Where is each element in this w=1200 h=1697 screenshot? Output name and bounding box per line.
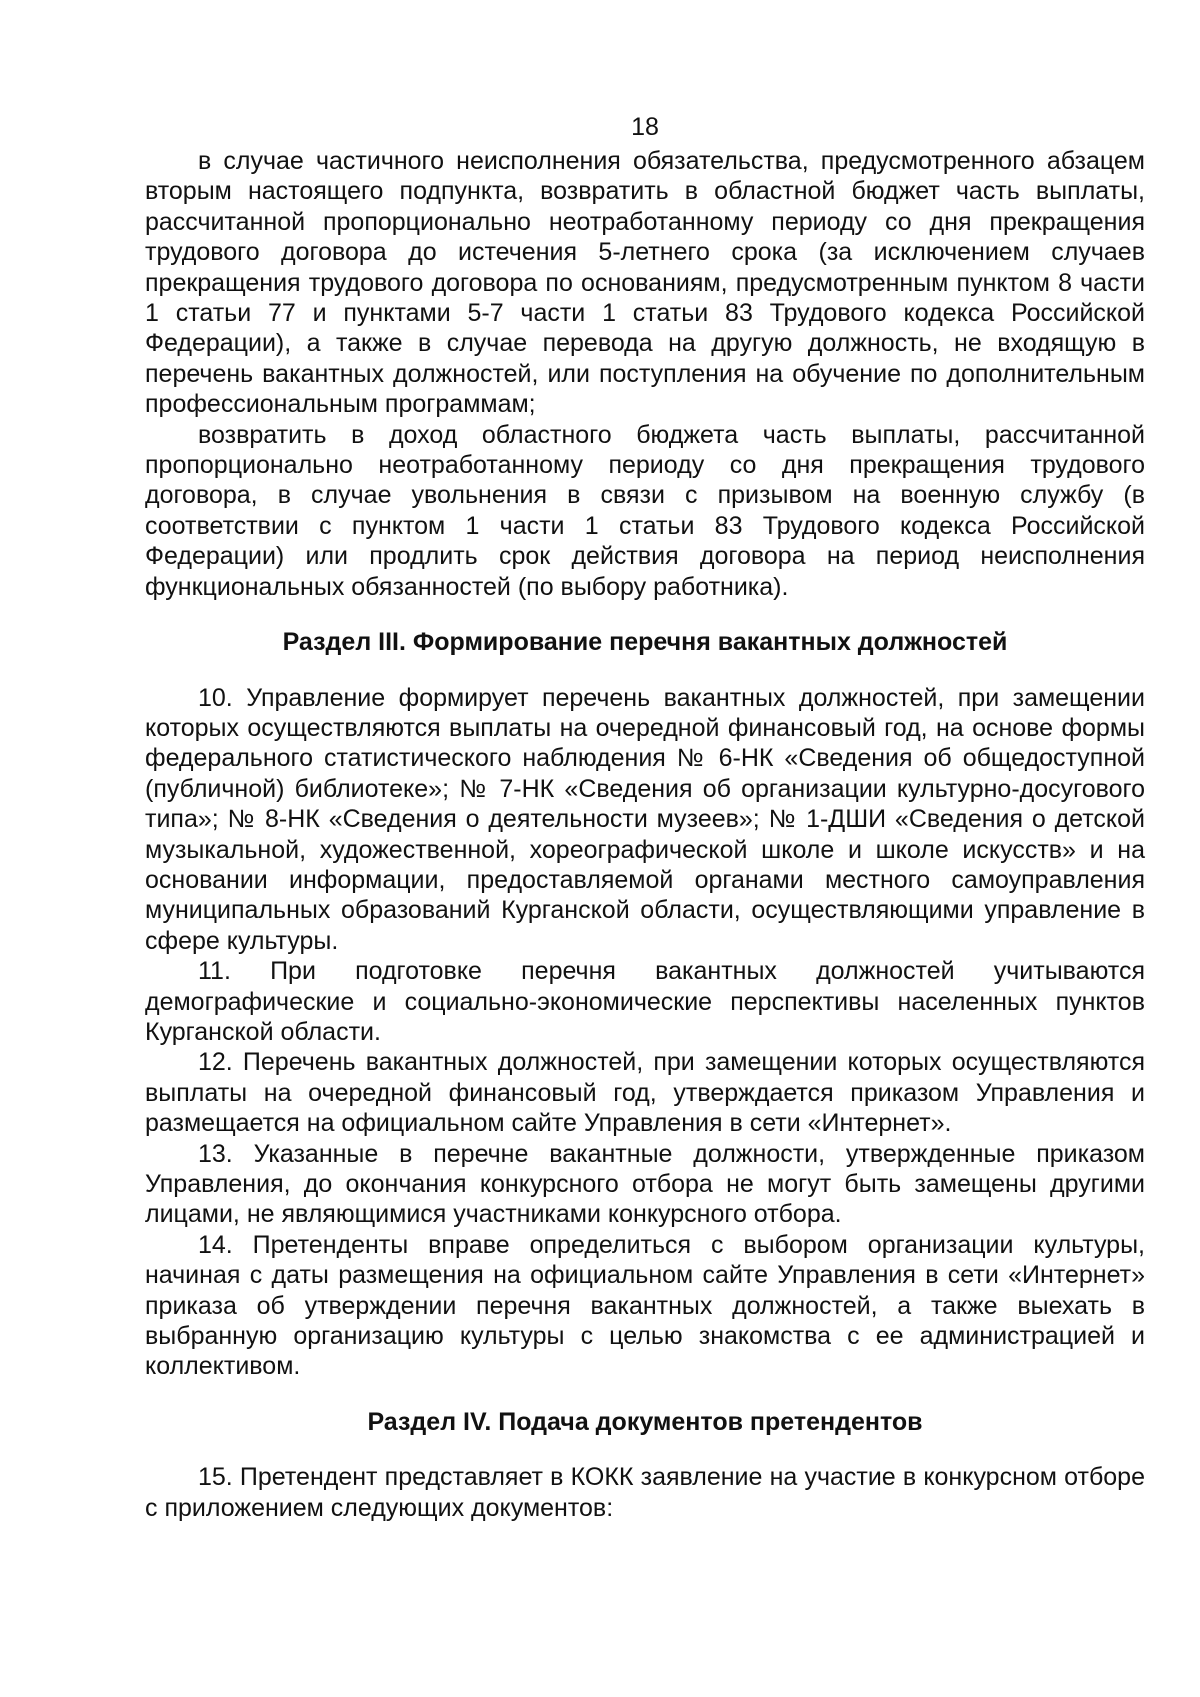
page-number: 18 [631,113,659,141]
paragraph-partial-nonfulfillment: в случае частичного неисполнения обязательства, предусмотренного абзацем вторым настоящего подпункта, возвратить в областной бюджет часть выплаты, рассчитанной пропорционально неотработанному периоду со дня прекращения трудового договора до истечения 5-летнего срока (за исключением случаев прекращения трудового договора по основаниям, предусмотренным пунктом 8 части 1 статьи 77 и пунктами 5-7 части 1 статьи 83 Трудового кодекса Российской Федерации), а также в случае перевода на другую должность, не входящую в перечень вакантных должностей, или поступления на обучение по дополнительным профессиональным программам; [145,147,1145,419]
section-4-title: Раздел IV. Подача документов претендентов [367,1407,923,1436]
section-3-title: Раздел III. Формирование перечня вакантных должностей [282,628,1008,657]
paragraph-return-payment: возвратить в доход областного бюджета часть выплаты, рассчитанной пропорционально неотработанному периоду со дня прекращения трудового договора, в случае увольнения в связи с призывом на военную службу (в соответствии с пунктом 1 части 1 статьи 83 Трудового кодекса Российской Федерации) или продлить срок действия договора на период неисполнения функциональных обязанностей (по выбору работника). [145,420,1145,601]
paragraph-13: 13. Указанные в перечне вакантные должности, утвержденные приказом Управления, до окончания конкурсного отбора не могут быть замещены другими лицами, не являющимися участниками конкурсного отбора. [145,1139,1145,1229]
paragraph-11: 11. При подготовке перечня вакантных должностей учитываются демографические и социально-экономические перспективы населенных пунктов Курганской области. [145,957,1145,1046]
paragraph-14: 14. Претенденты вправе определиться с выбором организации культуры, начиная с даты размещения на официальном сайте Управления в сети «Интернет» приказа об утверждении перечня вакантных должностей, а также выехать в выбранную организацию культуры с целью знакомства с ее администрацией и коллективом. [145,1230,1145,1381]
document-page [145,112,1145,1523]
paragraph-15: 15. Претендент представляет в КОКК заявление на участие в конкурсном отборе с приложением следующих документов: [145,1463,1145,1522]
paragraph-10: 10. Управление формирует перечень вакантных должностей, при замещении которых осуществляются выплаты на очередной финансовый год, на основе формы федерального статистического наблюдения № 6-НК «Сведения об общедоступной (публичной) библиотеке»; № 7-НК «Сведения об организации культурно-досугового типа»; № 8-НК «Сведения о деятельности музеев»; № 1-ДШИ «Сведения о детской музыкальной, художественной, хореографической школе и школе искусств» и на основании информации, предоставляемой органами местного самоуправления муниципальных образований Курганской области, осуществляющими управление в сфере культуры. [145,683,1145,955]
paragraph-12: 12. Перечень вакантных должностей, при замещении которых осуществляются выплаты на очередной финансовый год, утверждается приказом Управления и размещается на официальном сайте Управления в сети «Интернет». [145,1048,1145,1138]
